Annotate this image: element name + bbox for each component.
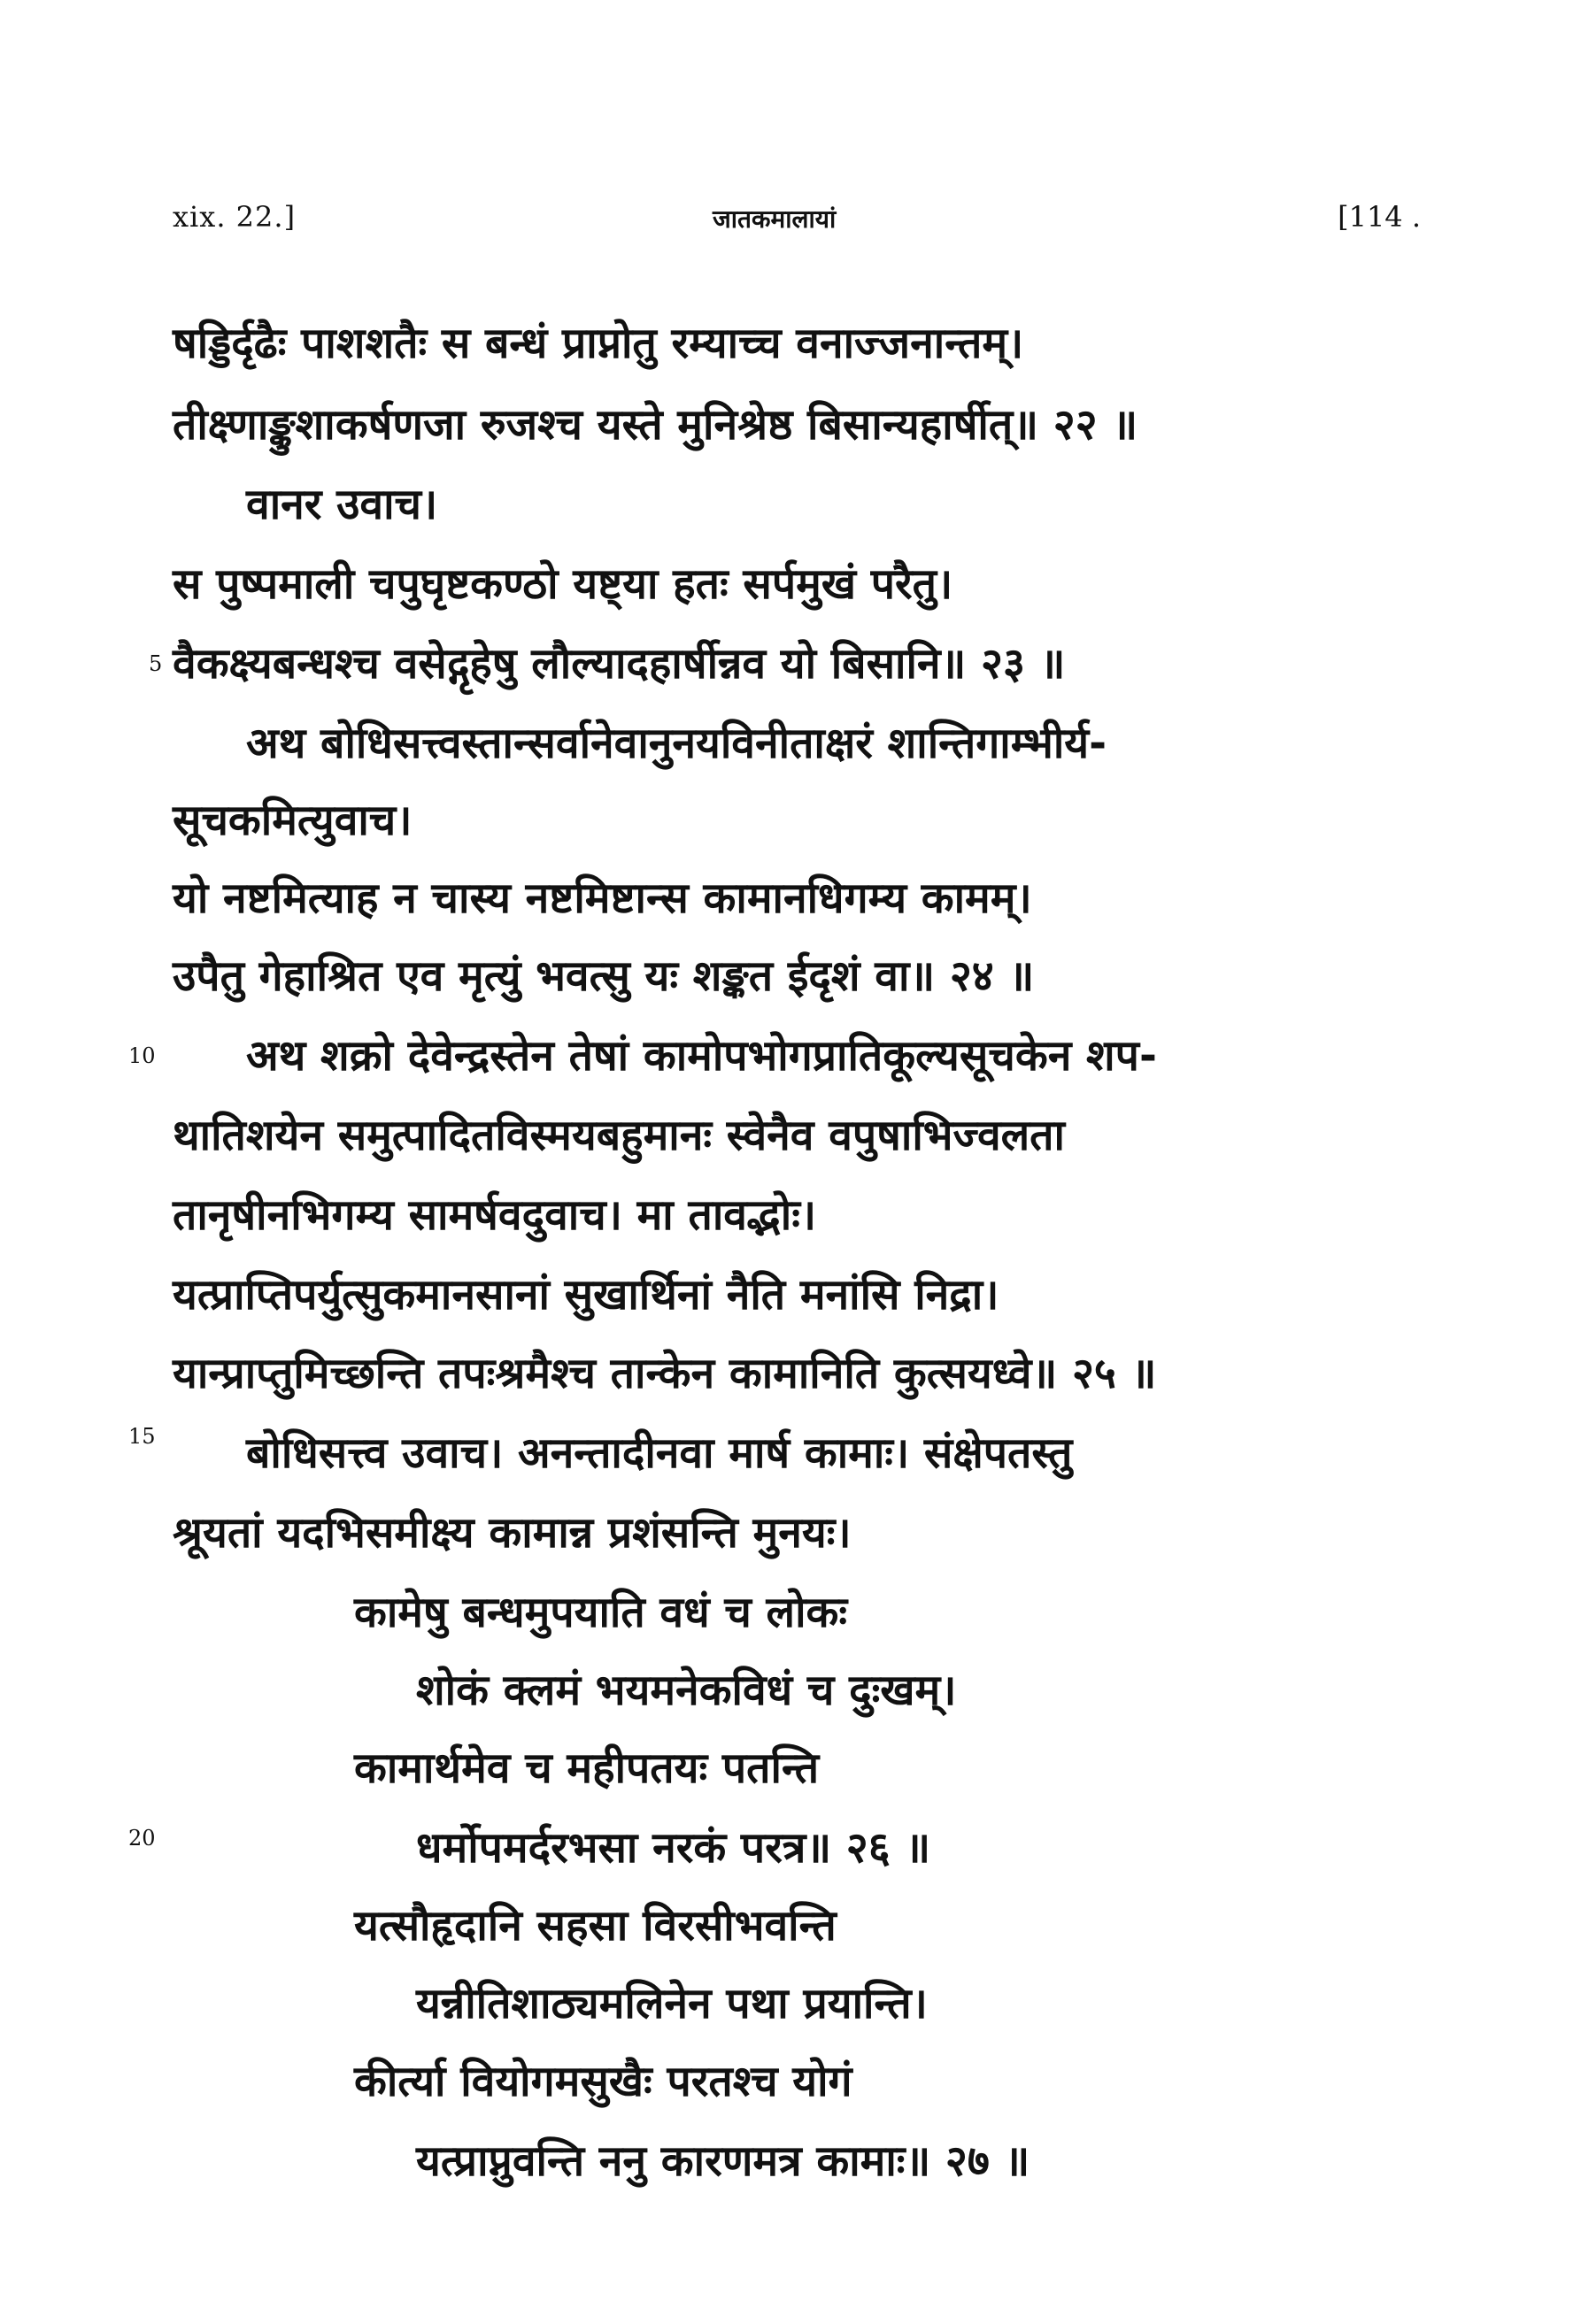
verse-line: यत्सौहृदानि सहसा विरसीभवन्ति [354, 1901, 837, 1951]
verse-line: यन्नीतिशाठ्यमलिनेन पथा प्रयान्ति। [416, 1979, 928, 2028]
text-line: तीक्ष्णाङ्कुशाकर्षणजा रुजश्च यस्ते मुनिश्रेष्ठ बिसान्यहार्षीत्॥ २२ ॥ [173, 400, 1138, 450]
line-number: 5 [149, 651, 163, 676]
header-title: जातकमालायां [713, 204, 837, 234]
line-number: 10 [128, 1043, 156, 1068]
text-line: वानर उवाच। [246, 480, 438, 529]
text-line: थातिशयेन समुत्पादितविस्मयबहुमानः स्वेनैव वपुषाभिज्वलता [173, 1111, 1065, 1160]
text-line: अथ बोधिसत्त्वस्तान्सर्वानेवानुनयविनीताक्षरं शान्तिगाम्भीर्य- [246, 719, 1107, 768]
text-line: स पुष्पमाली चपुघृष्टकण्ठो यष्ट्या हतः सर्पमुखं परैतु। [173, 559, 953, 609]
verse-line: कामार्थमेव च महीपतयः पतन्ति [354, 1743, 820, 1793]
text-line: वैकक्ष्यबन्धश्च वसेद्गृहेषु लौल्यादहार्षीन्नव यो बिसानि॥ २३ ॥ [173, 639, 1066, 689]
verse-line: शोकं क्लमं भयमनेकविधं च दुःखम्। [416, 1666, 957, 1715]
text-line: श्रूयतां यदभिसमीक्ष्य कामान्न प्रशंसन्ति मुनयः। [173, 1508, 852, 1558]
text-line: यो नष्टमित्याह न चास्य नष्टमिष्टान्स कामानधिगम्य कामम्। [173, 873, 1032, 923]
verse-line: यत्प्राप्नुवन्ति ननु कारणमत्र कामाः॥ २७ ॥ [416, 2136, 1030, 2186]
text-line: यत्प्राप्तिपर्युत्सुकमानसानां सुखार्थिनां नैति मनांसि निद्रा। [173, 1270, 999, 1320]
text-line: अथ शक्रो देवेन्द्रस्तेन तेषां कामोपभोगप्रातिकूल्यसूचकेन शप- [246, 1031, 1157, 1081]
verse-line: धर्मोपमर्दरभसा नरकं परत्र॥ २६ ॥ [416, 1823, 931, 1873]
text-line: बोधिसत्त्व उवाच। अनन्तादीनवा मार्ष कामाः। संक्षेपतस्तु [246, 1428, 1073, 1478]
text-line: षड्डिर्दृढैः पाशशतैः स बन्धं प्राप्नोतु रम्याच्च वनाज्जनान्तम्। [173, 319, 1024, 368]
header-page-number: [114 . [1338, 200, 1421, 234]
text-line: तानृषीनभिगम्य सामर्षवदुवाच। मा तावद्भोः। [173, 1190, 817, 1240]
text-line: सूचकमित्युवाच। [173, 796, 413, 845]
header-reference: xix. 22.] [173, 200, 297, 234]
verse-line: कीर्त्या वियोगमसुखैः परतश्च योगं [354, 2057, 852, 2106]
line-number: 20 [128, 1826, 156, 1851]
verse-line: कामेषु बन्धमुपयाति वधं च लोकः [354, 1588, 848, 1637]
line-number: 15 [128, 1424, 156, 1449]
text-line: उपैतु गेहाश्रित एव मृत्युं भवत्सु यः शङ्कत ईदृशं वा॥ २४ ॥ [173, 951, 1035, 1001]
text-line: यान्प्राप्तुमिच्छन्ति तपःश्रमैश्च तान्केन कामानिति कुत्सयध्वे॥ २५ ॥ [173, 1349, 1157, 1398]
page-header [173, 200, 1421, 244]
